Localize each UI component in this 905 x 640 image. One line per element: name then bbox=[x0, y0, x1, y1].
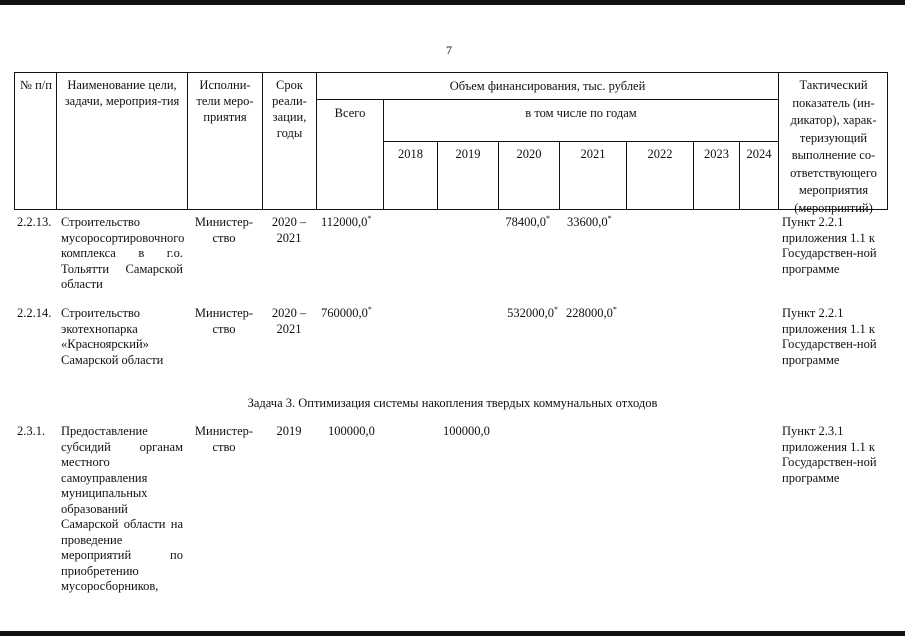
footnote-mark: * bbox=[367, 213, 372, 223]
row-total bbox=[321, 215, 371, 231]
header-year-2019: 2019 bbox=[455, 147, 481, 161]
footnote-mark: * bbox=[367, 304, 372, 314]
row-executor: Министер-ство bbox=[194, 215, 254, 245]
row-term: 2020 – 2021 bbox=[271, 215, 307, 245]
col-divider bbox=[187, 73, 188, 209]
year-2020-value: 78400,0 bbox=[505, 215, 546, 229]
header-funding: Объем финансирования, тыс. рублей bbox=[449, 79, 646, 93]
row-total bbox=[321, 306, 372, 322]
row-2019: 100000,0 bbox=[443, 424, 490, 438]
top-rule bbox=[0, 0, 905, 5]
year-2020-value: 532000,0 bbox=[507, 306, 554, 320]
row-num: 2.2.13. bbox=[17, 215, 52, 229]
section-task-3: Задача 3. Оптимизация системы накопления твердых коммунальных отходов bbox=[247, 396, 658, 410]
header-year-2018: 2018 bbox=[398, 147, 423, 161]
row-2021 bbox=[566, 306, 617, 322]
row-executor: Министер-ство bbox=[194, 306, 254, 336]
row-2020 bbox=[470, 306, 558, 322]
row-divider bbox=[316, 99, 778, 100]
year-2021-value: 33600,0 bbox=[567, 215, 608, 229]
header-indicator: Тактический показатель (ин-дикатор), харак-теризующий выполнение со-ответствующего мероприятия (мероприятий) bbox=[790, 78, 877, 215]
year-2021-value: 228000,0 bbox=[566, 306, 613, 320]
total-value: 760000,0 bbox=[321, 306, 368, 320]
row-2021 bbox=[567, 215, 612, 231]
row-indicator: Пункт 2.2.1 приложения 1.1 к Государствен-ной программе bbox=[782, 215, 877, 276]
header-total: Всего bbox=[334, 106, 366, 120]
header-year-2023: 2023 bbox=[704, 147, 729, 161]
col-divider bbox=[262, 73, 263, 209]
row-divider bbox=[383, 141, 778, 142]
header-term: Срок реали-зации, годы bbox=[272, 78, 307, 140]
row-indicator: Пункт 2.2.1 приложения 1.1 к Государствен-ной программе bbox=[782, 306, 877, 367]
table-header bbox=[14, 72, 888, 215]
row-num: 2.3.1. bbox=[17, 424, 46, 438]
row-2020 bbox=[470, 215, 550, 231]
row-term: 2019 bbox=[276, 424, 302, 438]
header-year-2021: 2021 bbox=[580, 147, 606, 161]
row-term: 2020 – 2021 bbox=[271, 306, 307, 336]
row-name: Предоставление субсидий органам местного самоуправления муниципальных образований Самарской области на проведение мероприятий по приобретению мусоросборников, bbox=[61, 424, 183, 593]
row-name: Строительство мусоросортировочного комплекса в г.о. Тольятти Самарской области bbox=[61, 215, 185, 291]
footnote-mark: * bbox=[546, 213, 550, 223]
header-executor: Исполни-тели меро-приятия bbox=[196, 78, 254, 124]
row-total bbox=[328, 424, 375, 440]
header-year-2020: 2020 bbox=[516, 147, 542, 161]
footnote-mark: * bbox=[607, 213, 612, 223]
col-divider bbox=[56, 73, 57, 209]
footnote-mark: * bbox=[554, 304, 558, 314]
row-executor: Министер-ство bbox=[194, 424, 254, 454]
row-num: 2.2.14. bbox=[17, 306, 52, 320]
total-value: 112000,0 bbox=[321, 215, 368, 229]
header-num: № п/п bbox=[20, 78, 52, 92]
bottom-rule bbox=[0, 631, 905, 636]
header-year-2022: 2022 bbox=[647, 147, 673, 161]
page-number: 7 bbox=[446, 43, 452, 57]
total-value: 100000,0 bbox=[328, 424, 375, 438]
row-name: Строительство экотехнопарка «Красноярский» Самарской области bbox=[61, 306, 164, 367]
header-by-years: в том числе по годам bbox=[525, 106, 637, 120]
row-indicator: Пункт 2.3.1 приложения 1.1 к Государствен-ной программе bbox=[782, 424, 877, 485]
header-year-2024: 2024 bbox=[746, 147, 772, 161]
header-name: Наименование цели, задачи, мероприя-тия bbox=[64, 78, 180, 108]
footnote-mark: * bbox=[612, 304, 617, 314]
